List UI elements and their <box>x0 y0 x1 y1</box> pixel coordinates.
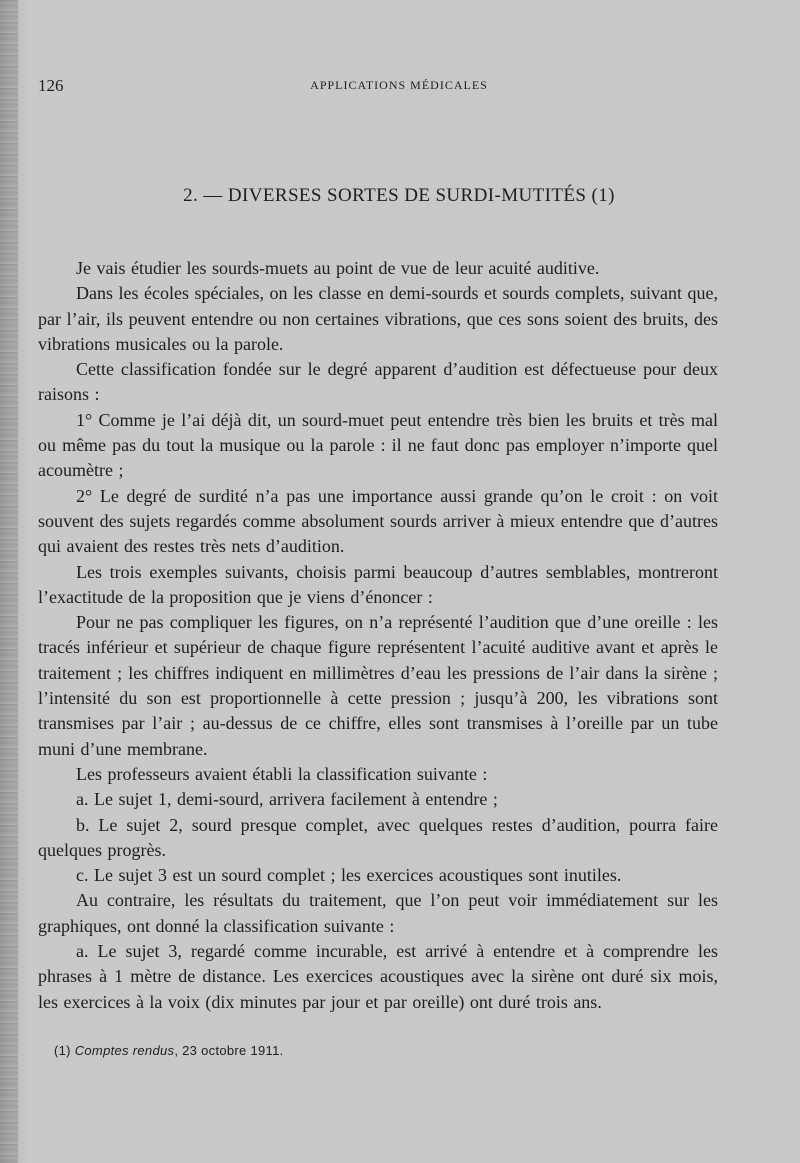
paragraph: Au contraire, les résultats du traitement, que l’on peut voir immédiatement sur les graphiques, ont donné la classification suivante : <box>38 890 718 936</box>
page-number: 126 <box>38 76 64 95</box>
paragraph: a. Le sujet 3, regardé comme incurable, est arrivé à entendre et à comprendre les phrases à 1 mètre de distance. Les exercices acoustiques avec la sirène ont duré six mois, les exercices à la voix (dix minutes par jour et par oreille) ont duré trois ans. <box>38 941 718 1012</box>
paragraph: 2° Le degré de surdité n’a pas une importance aussi grande qu’on le croit : on voit souvent des sujets regardés comme absolument sourds arriver à mieux entendre que d’autres qui avaient des restes très nets d’audition. <box>38 485 718 557</box>
section-title: 2. — DIVERSES SORTES DE SURDI-MUTITÉS (1) <box>183 185 615 206</box>
footnote-marker: (1) <box>54 1043 71 1058</box>
paragraph: Je vais étudier les sourds-muets au point de vue de leur acuité auditive. <box>76 258 600 278</box>
page-header <box>38 76 760 100</box>
paragraph: a. Le sujet 1, demi-sourd, arrivera facilement à entendre ; <box>76 789 498 810</box>
binding-gutter <box>0 0 18 1163</box>
paragraph: b. Le sujet 2, sourd presque complet, avec quelques restes d’audition, pourra faire quelques progrès. <box>38 814 718 860</box>
paragraph: Cette classification fondée sur le degré apparent d’audition est défectueuse pour deux raisons : <box>38 359 718 405</box>
paragraph: Les trois exemples suivants, choisis parmi beaucoup d’autres semblables, montreront l’exactitude de la proposition que je viens d’énoncer : <box>38 561 718 607</box>
footnote <box>54 1043 284 1058</box>
paragraph: Pour ne pas compliquer les figures, on n’a représenté l’audition que d’une oreille : les tracés inférieur et supérieur de chaque figure représentent l’acuité auditive avant et après le traitement ; les chiffres indiquent en millimètres d’eau les pressions de l’air dans la sirène ; l’intensité du son est proportionnelle à cette pression ; jusqu’à 200, les vibrations sont transmises par l’air ; au-dessus de ce chiffre, elles sont transmises à l’oreille par un tube muni d’une membrane. <box>38 612 718 759</box>
footnote-source: Comptes rendus <box>74 1043 175 1058</box>
paragraph: Dans les écoles spéciales, on les classe en demi-sourds et sourds complets, suivant que, par l’air, ils peuvent entendre ou non certaines vibrations, que ces sons soient des bruits, des vibrations musicales ou la parole. <box>38 283 718 354</box>
paragraph: 1° Comme je l’ai déjà dit, un sourd-muet peut entendre très bien les bruits et très mal ou même pas du tout la musique ou la parole : il ne faut donc pas employer n’importe quel acoumètre ; <box>38 409 718 481</box>
body-text <box>38 256 718 1015</box>
footnote-date: , 23 octobre 1911. <box>174 1043 284 1058</box>
paragraph: Les professeurs avaient établi la classification suivante : <box>76 763 488 784</box>
running-title: APPLICATIONS MÉDICALES <box>310 78 488 92</box>
paragraph: c. Le sujet 3 est un sourd complet ; les exercices acoustiques sont inutiles. <box>76 865 622 886</box>
